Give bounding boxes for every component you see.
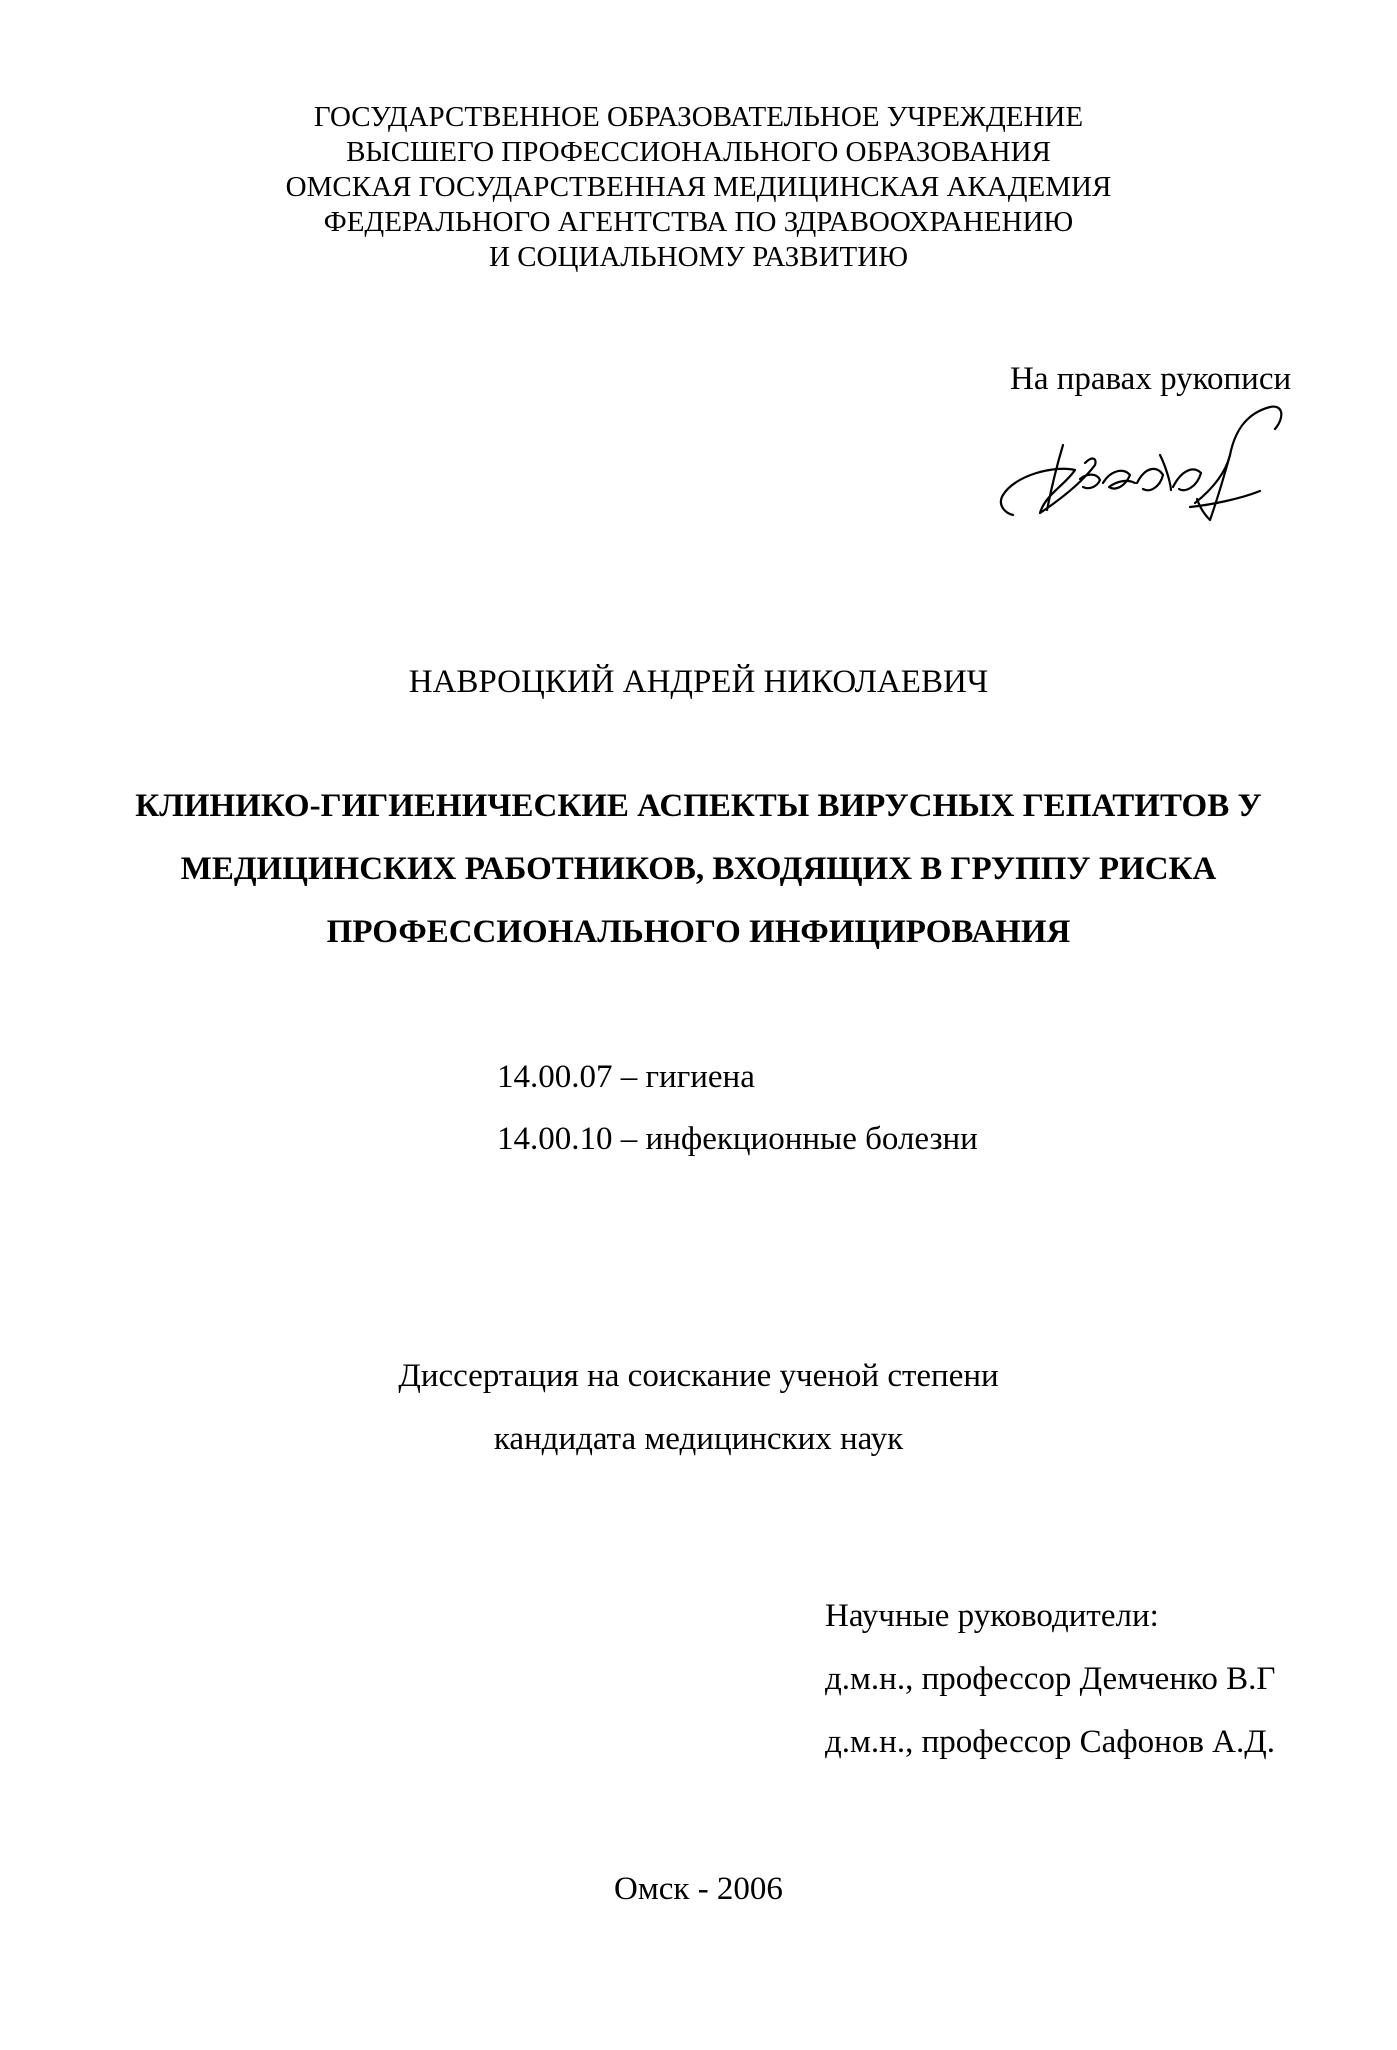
institution-line: ВЫСШЕГО ПРОФЕССИОНАЛЬНОГО ОБРАЗОВАНИЯ	[346, 136, 1051, 168]
degree-statement	[0, 1345, 1397, 1471]
institution-line: ФЕДЕРАЛЬНОГО АГЕНТСТВА ПО ЗДРАВООХРАНЕНИЮ	[323, 206, 1074, 238]
author-name: НАВРОЦКИЙ АНДРЕЙ НИКОЛАЕВИЧ	[408, 664, 989, 700]
rights-note: На правах рукописи	[1010, 361, 1292, 397]
degree-line: Диссертация на соискание ученой степени	[398, 1358, 999, 1394]
supervisor-name: д.м.н., профессор Демченко В.Г	[825, 1661, 1276, 1697]
title-line: ПРОФЕССИОНАЛЬНОГО ИНФИЦИРОВАНИЯ	[326, 914, 1071, 950]
handwritten-signature	[985, 395, 1305, 530]
institution-header	[0, 100, 1397, 275]
specialty-line: 14.00.10 – инфекционные болезни	[497, 1121, 978, 1157]
supervisors-heading: Научные руководители:	[825, 1598, 1159, 1634]
institution-line: И СОЦИАЛЬНОМУ РАЗВИТИЮ	[489, 241, 908, 273]
institution-line: ГОСУДАРСТВЕННОЕ ОБРАЗОВАТЕЛЬНОЕ УЧРЕЖДЕНИЕ	[313, 101, 1084, 133]
specialty-line: 14.00.07 – гигиена	[497, 1059, 755, 1095]
title-line: МЕДИЦИНСКИХ РАБОТНИКОВ, ВХОДЯЩИХ В ГРУППУ РИСКА	[180, 851, 1217, 887]
institution-line: ОМСКАЯ ГОСУДАРСТВЕННАЯ МЕДИЦИНСКАЯ АКАДЕМИЯ	[285, 171, 1112, 203]
supervisor-name: д.м.н., профессор Сафонов А.Д.	[825, 1724, 1276, 1760]
title-line: КЛИНИКО-ГИГИЕНИЧЕСКИЕ АСПЕКТЫ ВИРУСНЫХ ГЕПАТИТОВ У	[135, 788, 1262, 824]
specialty-codes	[497, 1046, 978, 1170]
degree-line: кандидата медицинских наук	[493, 1421, 904, 1457]
city-year: Омск - 2006	[614, 1871, 783, 1907]
dissertation-title	[40, 775, 1357, 964]
supervisors-block	[825, 1585, 1275, 1774]
